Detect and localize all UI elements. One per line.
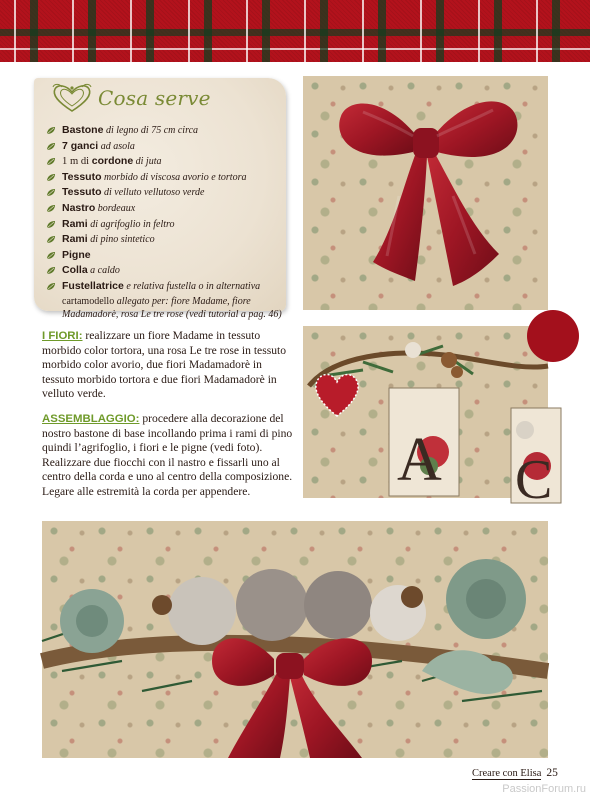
- item-name: cordone: [91, 155, 134, 168]
- item-detail: di juta: [133, 156, 162, 168]
- fiori-text: realizzare un fiore Madame in tessuto morbido color tortora, una rosa Le tre rose in tessuto morbido color avorio, due fiori Madamadorè in tessuto morbido tortora e due fiori Madamadorè in velluto verde.: [42, 329, 287, 401]
- assemblaggio-paragraph: [42, 412, 294, 500]
- materials-heading: [48, 82, 211, 114]
- holly-leaf-icon: [46, 157, 56, 166]
- letter-a: A: [397, 426, 442, 494]
- holly-leaf-icon: [46, 282, 56, 291]
- heart-wreath-icon: [48, 82, 96, 114]
- item-detail: di velluto vellutoso verde: [101, 187, 205, 199]
- item-detail: a caldo: [87, 265, 120, 277]
- holly-leaf-icon: [46, 142, 56, 151]
- page-number: 25: [546, 767, 558, 779]
- holly-leaf-icon: [46, 251, 56, 260]
- item-continuation-italic: allegato per: fiore Madame, fiore Madamadorè, rosa Le tre rose (vedi tutorial a pag. 46): [62, 295, 282, 320]
- magazine-name: Creare con Elisa: [472, 768, 542, 779]
- materials-list-item: [46, 279, 282, 321]
- materials-heading-text: Cosa serve: [98, 86, 211, 110]
- materials-list-item: [46, 123, 282, 139]
- assemblaggio-text: procedere alla decorazione del nostro bastone di base incollando prima i rami di pino quindi l’agrifoglio, i fiori e le pigne (vedi foto). Realizzare due fiocchi con il nastro e fissarli uno al centro della corda e uno al centro della composizione. Legare alle estremità la corda per appendere.: [42, 412, 293, 498]
- item-detail: ad asola: [98, 140, 135, 152]
- letter-c: C: [515, 449, 553, 511]
- item-continuation-plain: cartamodello: [62, 295, 115, 307]
- item-name: Rami: [62, 233, 88, 246]
- materials-list-item: [46, 139, 282, 155]
- materials-list-item: [46, 154, 282, 170]
- item-detail: morbido di viscosa avorio e tortora: [101, 171, 247, 183]
- floral-composition-illustration: [42, 521, 548, 758]
- photo-floral-composition: [42, 521, 548, 758]
- assemblaggio-lead: ASSEMBLAGGIO:: [42, 413, 140, 425]
- page-folio: [472, 767, 558, 779]
- holly-leaf-icon: [46, 266, 56, 275]
- item-detail: di legno di 75 cm circa: [103, 125, 199, 136]
- watermark: PassionForum.ru: [502, 783, 586, 795]
- materials-list-item: [46, 263, 282, 279]
- tartan-header-banner: [0, 0, 590, 62]
- item-detail: e relativa fustella o in alternativa: [123, 280, 261, 292]
- materials-list-item: [46, 217, 282, 233]
- fiori-lead: I FIORI:: [42, 330, 83, 342]
- item-detail: di pino sintetico: [87, 234, 155, 246]
- item-detail: bordeaux: [95, 202, 136, 214]
- materials-list-item: [46, 248, 282, 264]
- item-name: Tessuto: [62, 186, 102, 199]
- item-name: Rami: [62, 217, 88, 230]
- photo-red-bow: [303, 76, 548, 310]
- item-detail: di agrifoglio in feltro: [87, 218, 175, 230]
- holly-leaf-icon: [46, 220, 56, 229]
- holly-leaf-icon: [46, 235, 56, 244]
- item-name: 7 ganci: [62, 139, 99, 152]
- holly-leaf-icon: [46, 126, 56, 135]
- bow-illustration: [303, 76, 548, 310]
- item-name: Pigne: [62, 248, 91, 261]
- item-name: Nastro: [62, 201, 96, 214]
- materials-list-item: [46, 170, 282, 186]
- photo-letter-tags: [303, 326, 553, 511]
- materials-list-item: [46, 201, 282, 217]
- item-prefix: 1 m di: [62, 156, 92, 168]
- materials-list-item: [46, 232, 282, 248]
- item-continuation: [62, 295, 282, 321]
- holly-leaf-icon: [46, 173, 56, 182]
- holly-leaf-icon: [46, 204, 56, 213]
- letter-tags-illustration: [303, 326, 553, 511]
- fiori-paragraph: [42, 329, 294, 402]
- materials-list: [46, 123, 282, 321]
- item-name: Fustellatrice: [62, 279, 124, 292]
- holly-leaf-icon: [46, 188, 56, 197]
- materials-list-item: [46, 185, 282, 201]
- item-name: Bastone: [62, 124, 104, 136]
- item-name: Colla: [62, 264, 88, 277]
- item-name: Tessuto: [62, 170, 102, 183]
